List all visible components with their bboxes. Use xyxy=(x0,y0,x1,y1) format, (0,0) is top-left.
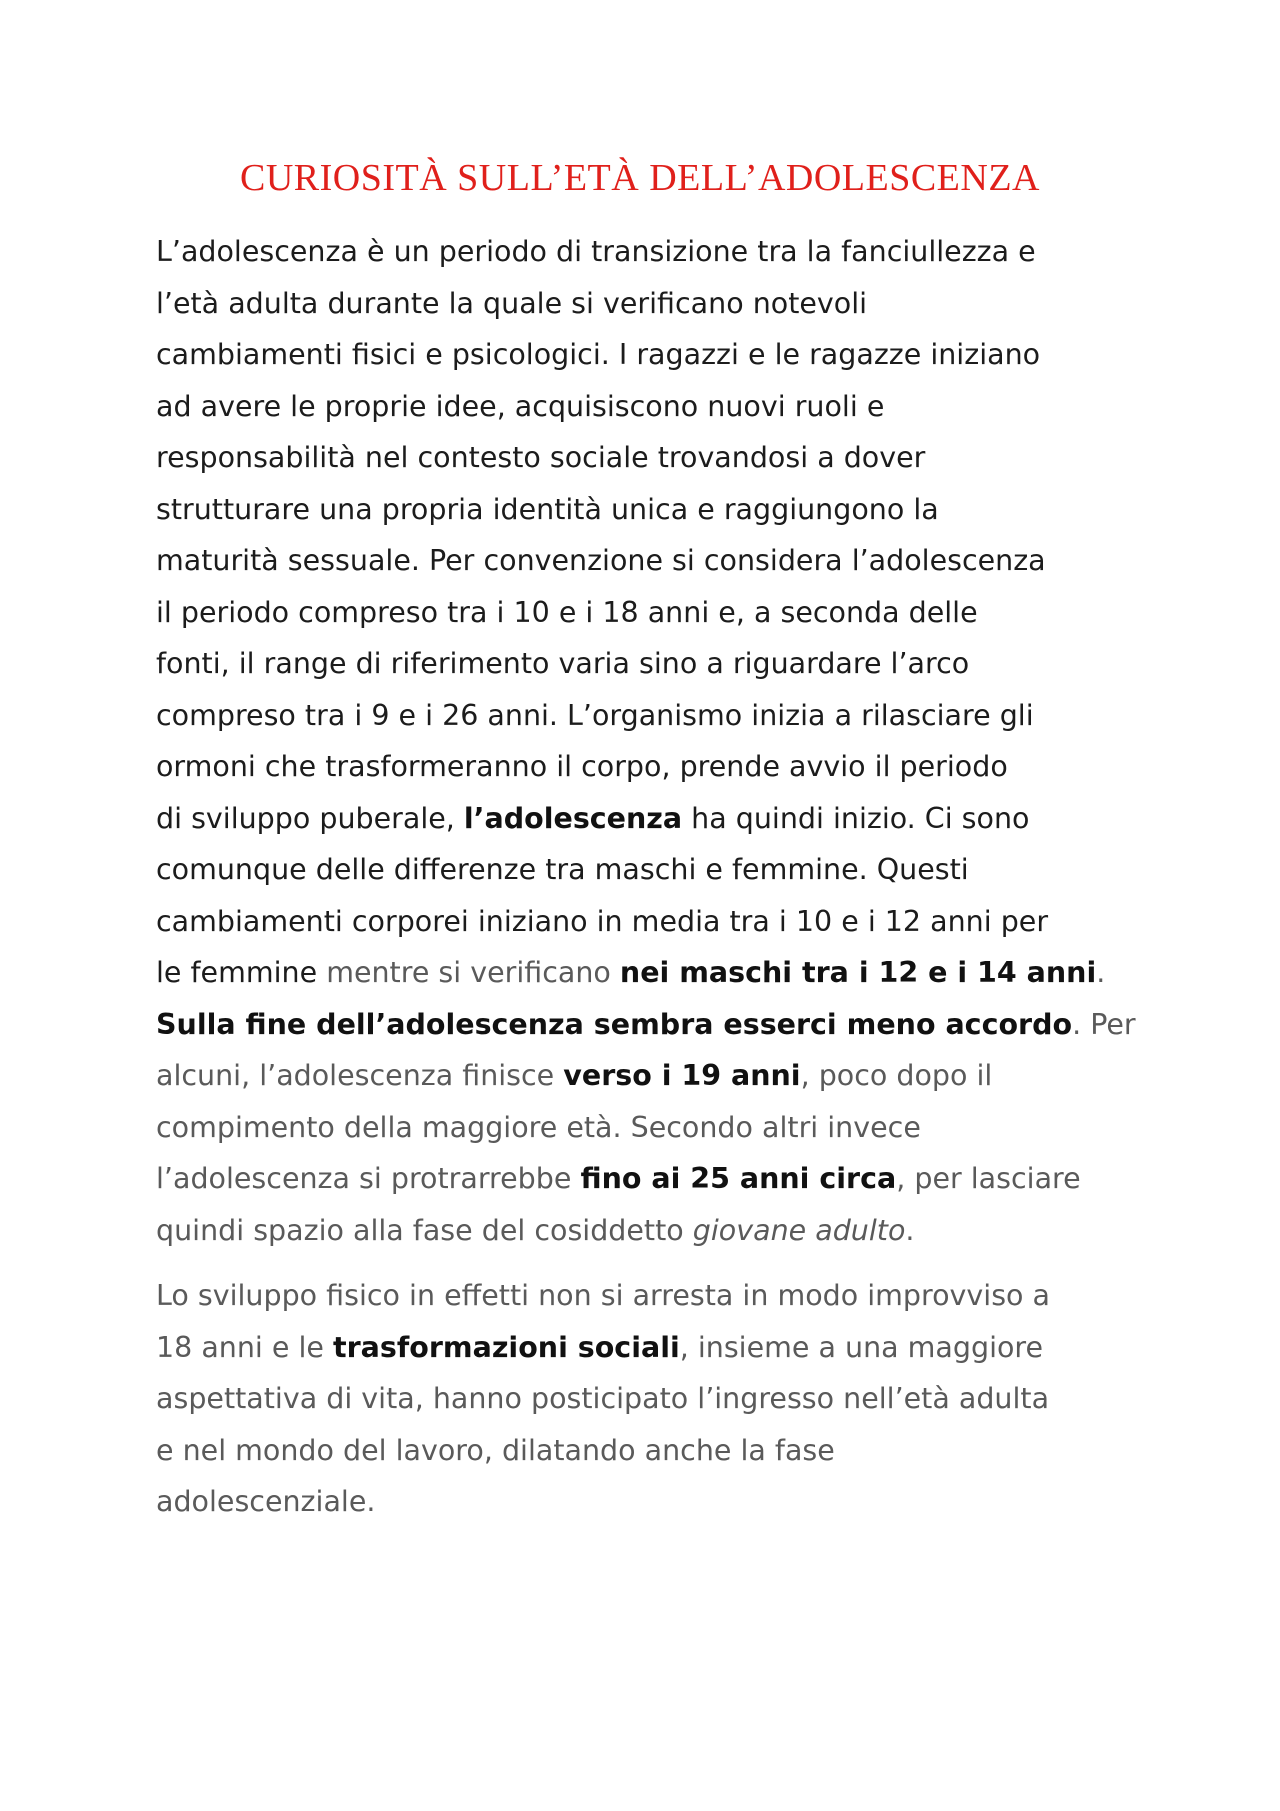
bold-text-segment: nei maschi tra i 12 e i 14 anni xyxy=(619,956,1097,989)
text-line xyxy=(156,1102,1136,1154)
text-segment: ormoni che trasformeranno il corpo, prende avvio il periodo xyxy=(156,750,1008,783)
text-segment: di sviluppo puberale, xyxy=(156,801,464,835)
text-segment: Lo sviluppo fisico in effetti non si arresta in modo improvviso a xyxy=(156,1279,1051,1312)
text-line xyxy=(156,329,1136,381)
text-line xyxy=(156,226,1136,278)
text-segment: ad avere le proprie idee, acquisiscono nuovi ruoli e xyxy=(156,389,885,423)
bold-text-segment: Sulla fine dell’adolescenza sembra esserci meno accordo xyxy=(156,1007,1073,1041)
text-segment: comunque delle differenze tra maschi e femmine. Questi xyxy=(156,853,969,886)
text-segment: cambiamenti fisici e psicologici. I ragazzi e le ragazze iniziano xyxy=(156,338,1041,371)
text-line xyxy=(156,1476,1136,1528)
text-line xyxy=(156,1050,1136,1102)
text-segment: le femmine xyxy=(156,956,327,989)
text-line xyxy=(156,1153,1136,1205)
text-segment: l’età adulta durante la quale si verificano notevoli xyxy=(156,286,868,320)
text-segment: responsabilità nel contesto sociale trovandosi a dover xyxy=(156,441,926,474)
text-segment: L’adolescenza è un periodo di transizione tra la fanciullezza e xyxy=(156,235,1036,268)
text-segment: maturità sessuale. Per convenzione si considera l’adolescenza xyxy=(156,544,1046,577)
text-line xyxy=(156,741,1136,793)
text-line xyxy=(156,1373,1136,1425)
text-line xyxy=(156,1270,1136,1322)
text-segment: adolescenziale. xyxy=(156,1485,376,1518)
bold-text-segment: trasformazioni sociali xyxy=(333,1330,680,1364)
text-line xyxy=(156,844,1136,896)
text-segment: aspettativa di vita, hanno posticipato l’ingresso nell’età adulta xyxy=(156,1382,1050,1415)
text-segment: , insieme a una maggiore xyxy=(679,1330,1044,1364)
document-title: CURIOSITÀ SULL’ETÀ DELL’ADOLESCENZA xyxy=(240,157,1040,199)
text-segment: cambiamenti corporei iniziano in media tra i 10 e i 12 anni per xyxy=(156,904,1049,938)
text-line xyxy=(156,432,1136,484)
text-segment: e nel mondo del lavoro, dilatando anche la fase xyxy=(156,1433,835,1467)
bold-text-segment: l’adolescenza xyxy=(463,801,683,835)
text-line xyxy=(156,638,1136,690)
text-line xyxy=(156,999,1136,1051)
text-line xyxy=(156,587,1136,639)
text-segment: l’adolescenza si protrarrebbe xyxy=(156,1162,581,1195)
text-segment: , per lasciare xyxy=(896,1162,1081,1195)
text-segment: . Per xyxy=(1072,1007,1136,1041)
text-line xyxy=(156,947,1136,999)
text-line xyxy=(156,1425,1136,1477)
text-segment: . xyxy=(905,1213,915,1247)
text-line xyxy=(156,535,1136,587)
text-segment: compreso tra i 9 e i 26 anni. L’organismo inizia a rilasciare gli xyxy=(156,698,1034,732)
text-line xyxy=(156,381,1136,433)
text-segment: fonti, il range di riferimento varia sino a riguardare l’arco xyxy=(156,647,970,680)
text-segment: ha quindi inizio. Ci sono xyxy=(682,801,1030,835)
text-line xyxy=(156,1205,1136,1257)
italic-text-segment: giovane adulto xyxy=(692,1213,906,1247)
text-segment: 18 anni e le xyxy=(156,1330,333,1364)
text-segment: . xyxy=(1096,956,1106,989)
text-line xyxy=(156,793,1136,845)
text-segment: compimento della maggiore età. Secondo altri invece xyxy=(156,1110,921,1144)
text-line xyxy=(156,278,1136,330)
text-segment: strutturare una propria identità unica e raggiungono la xyxy=(156,492,939,526)
text-segment: , poco dopo il xyxy=(800,1059,993,1092)
text-segment: quindi spazio alla fase del cosiddetto xyxy=(156,1213,693,1247)
bold-text-segment: fino ai 25 anni circa xyxy=(580,1162,897,1195)
text-line xyxy=(156,484,1136,536)
text-segment: il periodo compreso tra i 10 e i 18 anni e, a seconda delle xyxy=(156,595,978,629)
text-line xyxy=(156,896,1136,948)
text-line xyxy=(156,690,1136,742)
body-paragraph xyxy=(156,226,1136,1256)
text-segment: alcuni, l’adolescenza finisce xyxy=(156,1059,564,1092)
bold-text-segment: verso i 19 anni xyxy=(563,1059,801,1092)
text-segment: mentre si verificano xyxy=(326,956,620,989)
document-body xyxy=(156,226,1136,1528)
text-line xyxy=(156,1322,1136,1374)
body-paragraph xyxy=(156,1270,1136,1528)
